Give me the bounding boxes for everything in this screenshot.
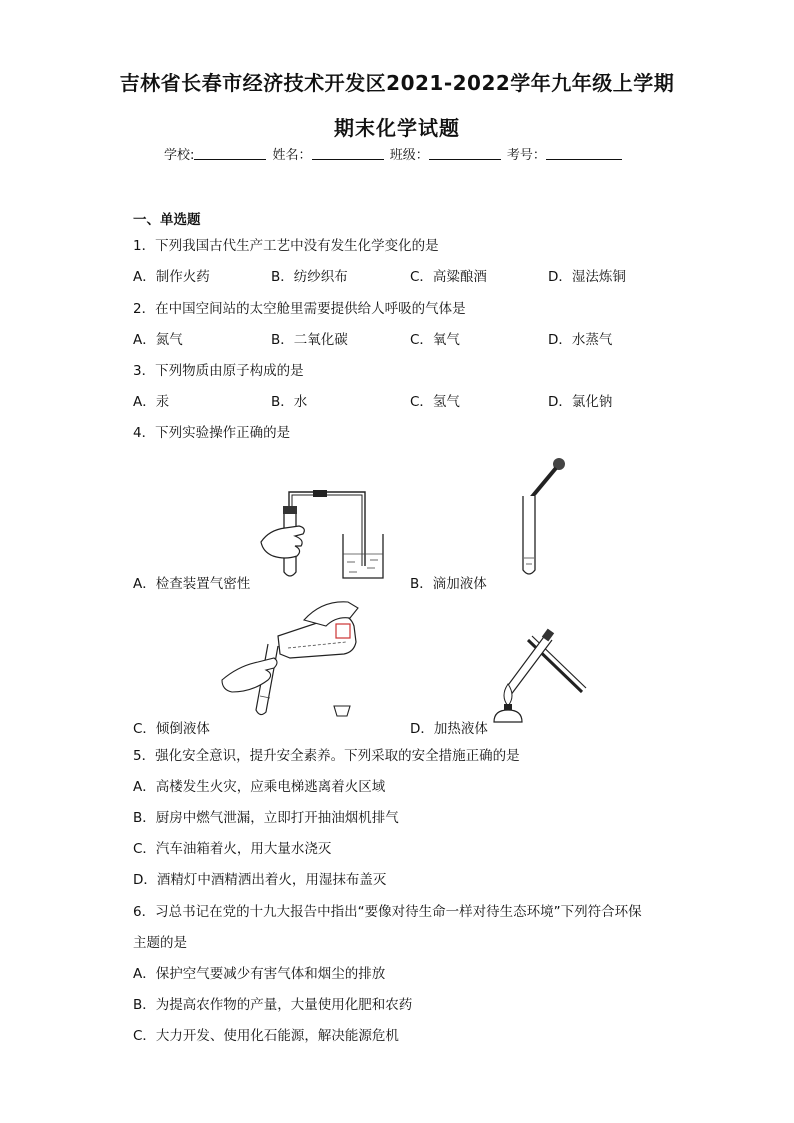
class-blank[interactable] <box>429 147 501 160</box>
question-2-option-a[interactable]: A．氮气 <box>133 332 183 348</box>
exam-no-label: 考号： <box>506 148 546 163</box>
question-5-option-b[interactable]: B．厨房中燃气泄漏，立即打开抽油烟机排气 <box>133 810 399 826</box>
question-4-option-d[interactable]: D．加热液体 <box>410 721 488 737</box>
airtightness-apparatus-figure <box>255 484 390 584</box>
school-blank[interactable] <box>194 147 266 160</box>
question-6-option-b[interactable]: B．为提高农作物的产量，大量使用化肥和农药 <box>133 997 413 1013</box>
question-6-stem-line2: 主题的是 <box>133 935 187 951</box>
question-5-option-c[interactable]: C．汽车油箱着火，用大量水浇灭 <box>133 841 332 857</box>
class-label: 班级： <box>389 148 429 163</box>
question-6-option-a[interactable]: A．保护空气要减少有害气体和烟尘的排放 <box>133 966 386 982</box>
dropper-test-tube-figure <box>515 456 575 580</box>
question-6-option-c[interactable]: C．大力开发、使用化石能源，解决能源危机 <box>133 1028 399 1044</box>
question-1-option-c[interactable]: C．高粱酿酒 <box>410 269 487 285</box>
school-label: 学校: <box>164 148 195 163</box>
heating-liquid-figure <box>488 626 588 726</box>
question-2-option-c[interactable]: C．氧气 <box>410 332 460 348</box>
section-heading: 一、单选题 <box>133 212 201 228</box>
question-5-stem: 5．强化安全意识，提升安全素养。下列采取的安全措施正确的是 <box>133 748 520 764</box>
question-6-stem-line1: 6．习总书记在党的十九大报告中指出“要像对待生命一样对待生态环境”下列符合环保 <box>133 904 642 920</box>
question-4-option-a[interactable]: A．检查装置气密性 <box>133 576 251 592</box>
question-1-stem: 1．下列我国古代生产工艺中没有发生化学变化的是 <box>133 238 439 254</box>
question-3-option-d[interactable]: D．氯化钠 <box>548 394 613 410</box>
question-3-option-a[interactable]: A．汞 <box>133 394 170 410</box>
question-4-option-b[interactable]: B．滴加液体 <box>410 576 487 592</box>
name-blank[interactable] <box>312 147 384 160</box>
question-1-option-a[interactable]: A．制作火药 <box>133 269 210 285</box>
question-3-stem: 3．下列物质由原子构成的是 <box>133 363 304 379</box>
question-5-option-a[interactable]: A．高楼发生火灾，应乘电梯逃离着火区域 <box>133 779 386 795</box>
page-title: 吉林省长春市经济技术开发区2021-2022学年九年级上学期 <box>119 71 675 95</box>
page-subtitle: 期末化学试题 <box>334 116 460 140</box>
name-label: 姓名： <box>272 148 312 163</box>
question-3-option-b[interactable]: B．水 <box>271 394 308 410</box>
pouring-liquid-figure <box>218 596 363 720</box>
question-4-option-c[interactable]: C．倾倒液体 <box>133 721 210 737</box>
question-5-option-d[interactable]: D．酒精灯中酒精洒出着火，用湿抹布盖灭 <box>133 872 387 888</box>
question-4-stem: 4．下列实验操作正确的是 <box>133 425 291 441</box>
exam-no-blank[interactable] <box>546 147 622 160</box>
question-1-option-b[interactable]: B．纺纱织布 <box>271 269 348 285</box>
question-2-option-d[interactable]: D．水蒸气 <box>548 332 613 348</box>
question-1-option-d[interactable]: D．湿法炼铜 <box>548 269 626 285</box>
question-2-stem: 2．在中国空间站的太空舱里需要提供给人呼吸的气体是 <box>133 301 466 317</box>
question-2-option-b[interactable]: B．二氧化碳 <box>271 332 348 348</box>
question-3-option-c[interactable]: C．氢气 <box>410 394 460 410</box>
student-info-row <box>164 144 624 163</box>
